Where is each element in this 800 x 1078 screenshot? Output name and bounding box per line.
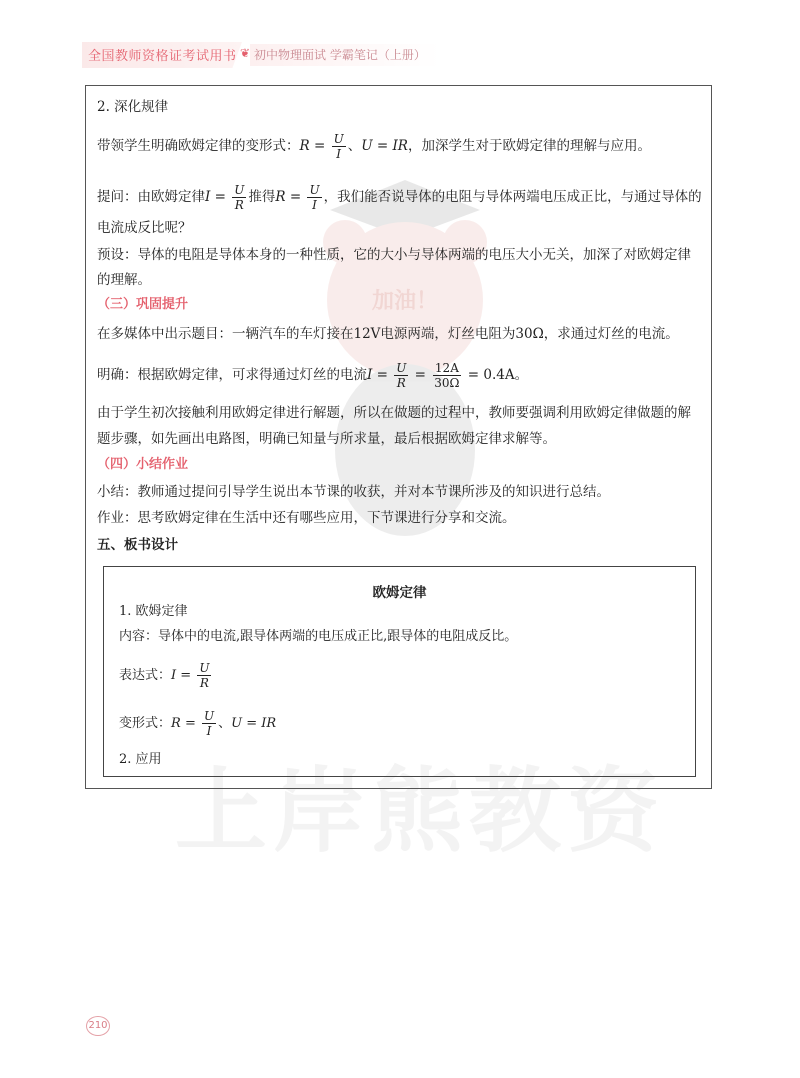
clarify-line: 明确：根据欧姆定律，可求得通过灯丝的电流I = $\frac{U}{R}$ = $\frac{12A}{30\Omega}$ = 0.4A。 (97, 361, 529, 390)
watermark-text: 上岸熊教资 (174, 758, 665, 865)
fraction-u-over-r: $\frac{U}{R}$ (234, 183, 245, 212)
section-heading-consolidate: （三）巩固提升 (97, 297, 189, 312)
preset-line-1: 预设：导体的电阻是导体本身的一种性质，它的大小与导体两端的电压大小无关，加深了对欧姆定律 (97, 247, 691, 263)
board-item-1: 1. 欧姆定律 (119, 604, 188, 619)
leaf-icon: ❦ (240, 46, 251, 60)
fraction-u-over-i: $\frac{U}{I}$ (203, 709, 215, 738)
question-line-2: 电流成反比呢？ (97, 220, 192, 236)
fraction-12a-over-30ohm: $\frac{12A}{30\Omega}$ (434, 361, 460, 390)
board-expression: 表达式：I = $\frac{U}{R}$ (119, 661, 210, 690)
book-series-title: 全国教师资格证考试用书 (88, 49, 237, 64)
page-header (0, 0, 800, 72)
watermark-badge: 加油！ (371, 289, 439, 314)
fraction-u-over-i: $\frac{U}{I}$ (333, 132, 344, 161)
deepen-heading: 2. 深化规律 (97, 99, 169, 115)
blackboard-design-box (103, 566, 696, 777)
board-title: 欧姆定律 (372, 585, 427, 601)
homework-line: 作业：思考欧姆定律在生活中还有哪些应用，下节课进行分享和交流。 (97, 510, 516, 526)
question-line: 提问：由欧姆定律I = $\frac{U}{R}$ 推得R = $\frac{U}{I}$ ，我们能否说导体的电阻与导体两端电压成正比，与通过导体的 (97, 183, 702, 212)
page-number: 210 (86, 1016, 110, 1036)
board-content-line: 内容：导体中的电流,跟导体两端的电压成正比,跟导体的电阻成反比。 (119, 629, 518, 644)
section-heading-board: 五、板书设计 (97, 537, 178, 553)
board-item-2: 2. 应用 (119, 752, 162, 767)
section-heading-summary: （四）小结作业 (97, 457, 189, 472)
method-line-1: 由于学生初次接触利用欧姆定律进行解题，所以在做题的过程中，教师要强调利用欧姆定律做题的解 (97, 405, 691, 421)
preset-line-2: 的理解。 (97, 272, 151, 288)
fraction-u-over-r: $\frac{U}{R}$ (199, 661, 210, 690)
method-line-2: 题步骤，如先画出电路图，明确已知量与所求量，最后根据欧姆定律求解等。 (97, 431, 556, 447)
book-subtitle: 初中物理面试 学霸笔记（上册） (254, 48, 426, 62)
problem-line: 在多媒体中出示题目：一辆汽车的车灯接在12V电源两端，灯丝电阻为30Ω，求通过灯丝的电流。 (97, 326, 679, 342)
board-variant: 变形式：R = $\frac{U}{I}$ 、U = IR (119, 709, 277, 738)
fraction-u-over-r: $\frac{U}{R}$ (396, 361, 407, 390)
summary-line: 小结：教师通过提问引导学生说出本节课的收获，并对本节课所涉及的知识进行总结。 (97, 484, 610, 500)
fraction-u-over-i: $\frac{U}{I}$ (309, 183, 320, 212)
deepen-rule-line: 带领学生明确欧姆定律的变形式：R = $\frac{U}{I}$ 、U = IR，加深学生对于欧姆定律的理解与应用。 (97, 132, 651, 161)
